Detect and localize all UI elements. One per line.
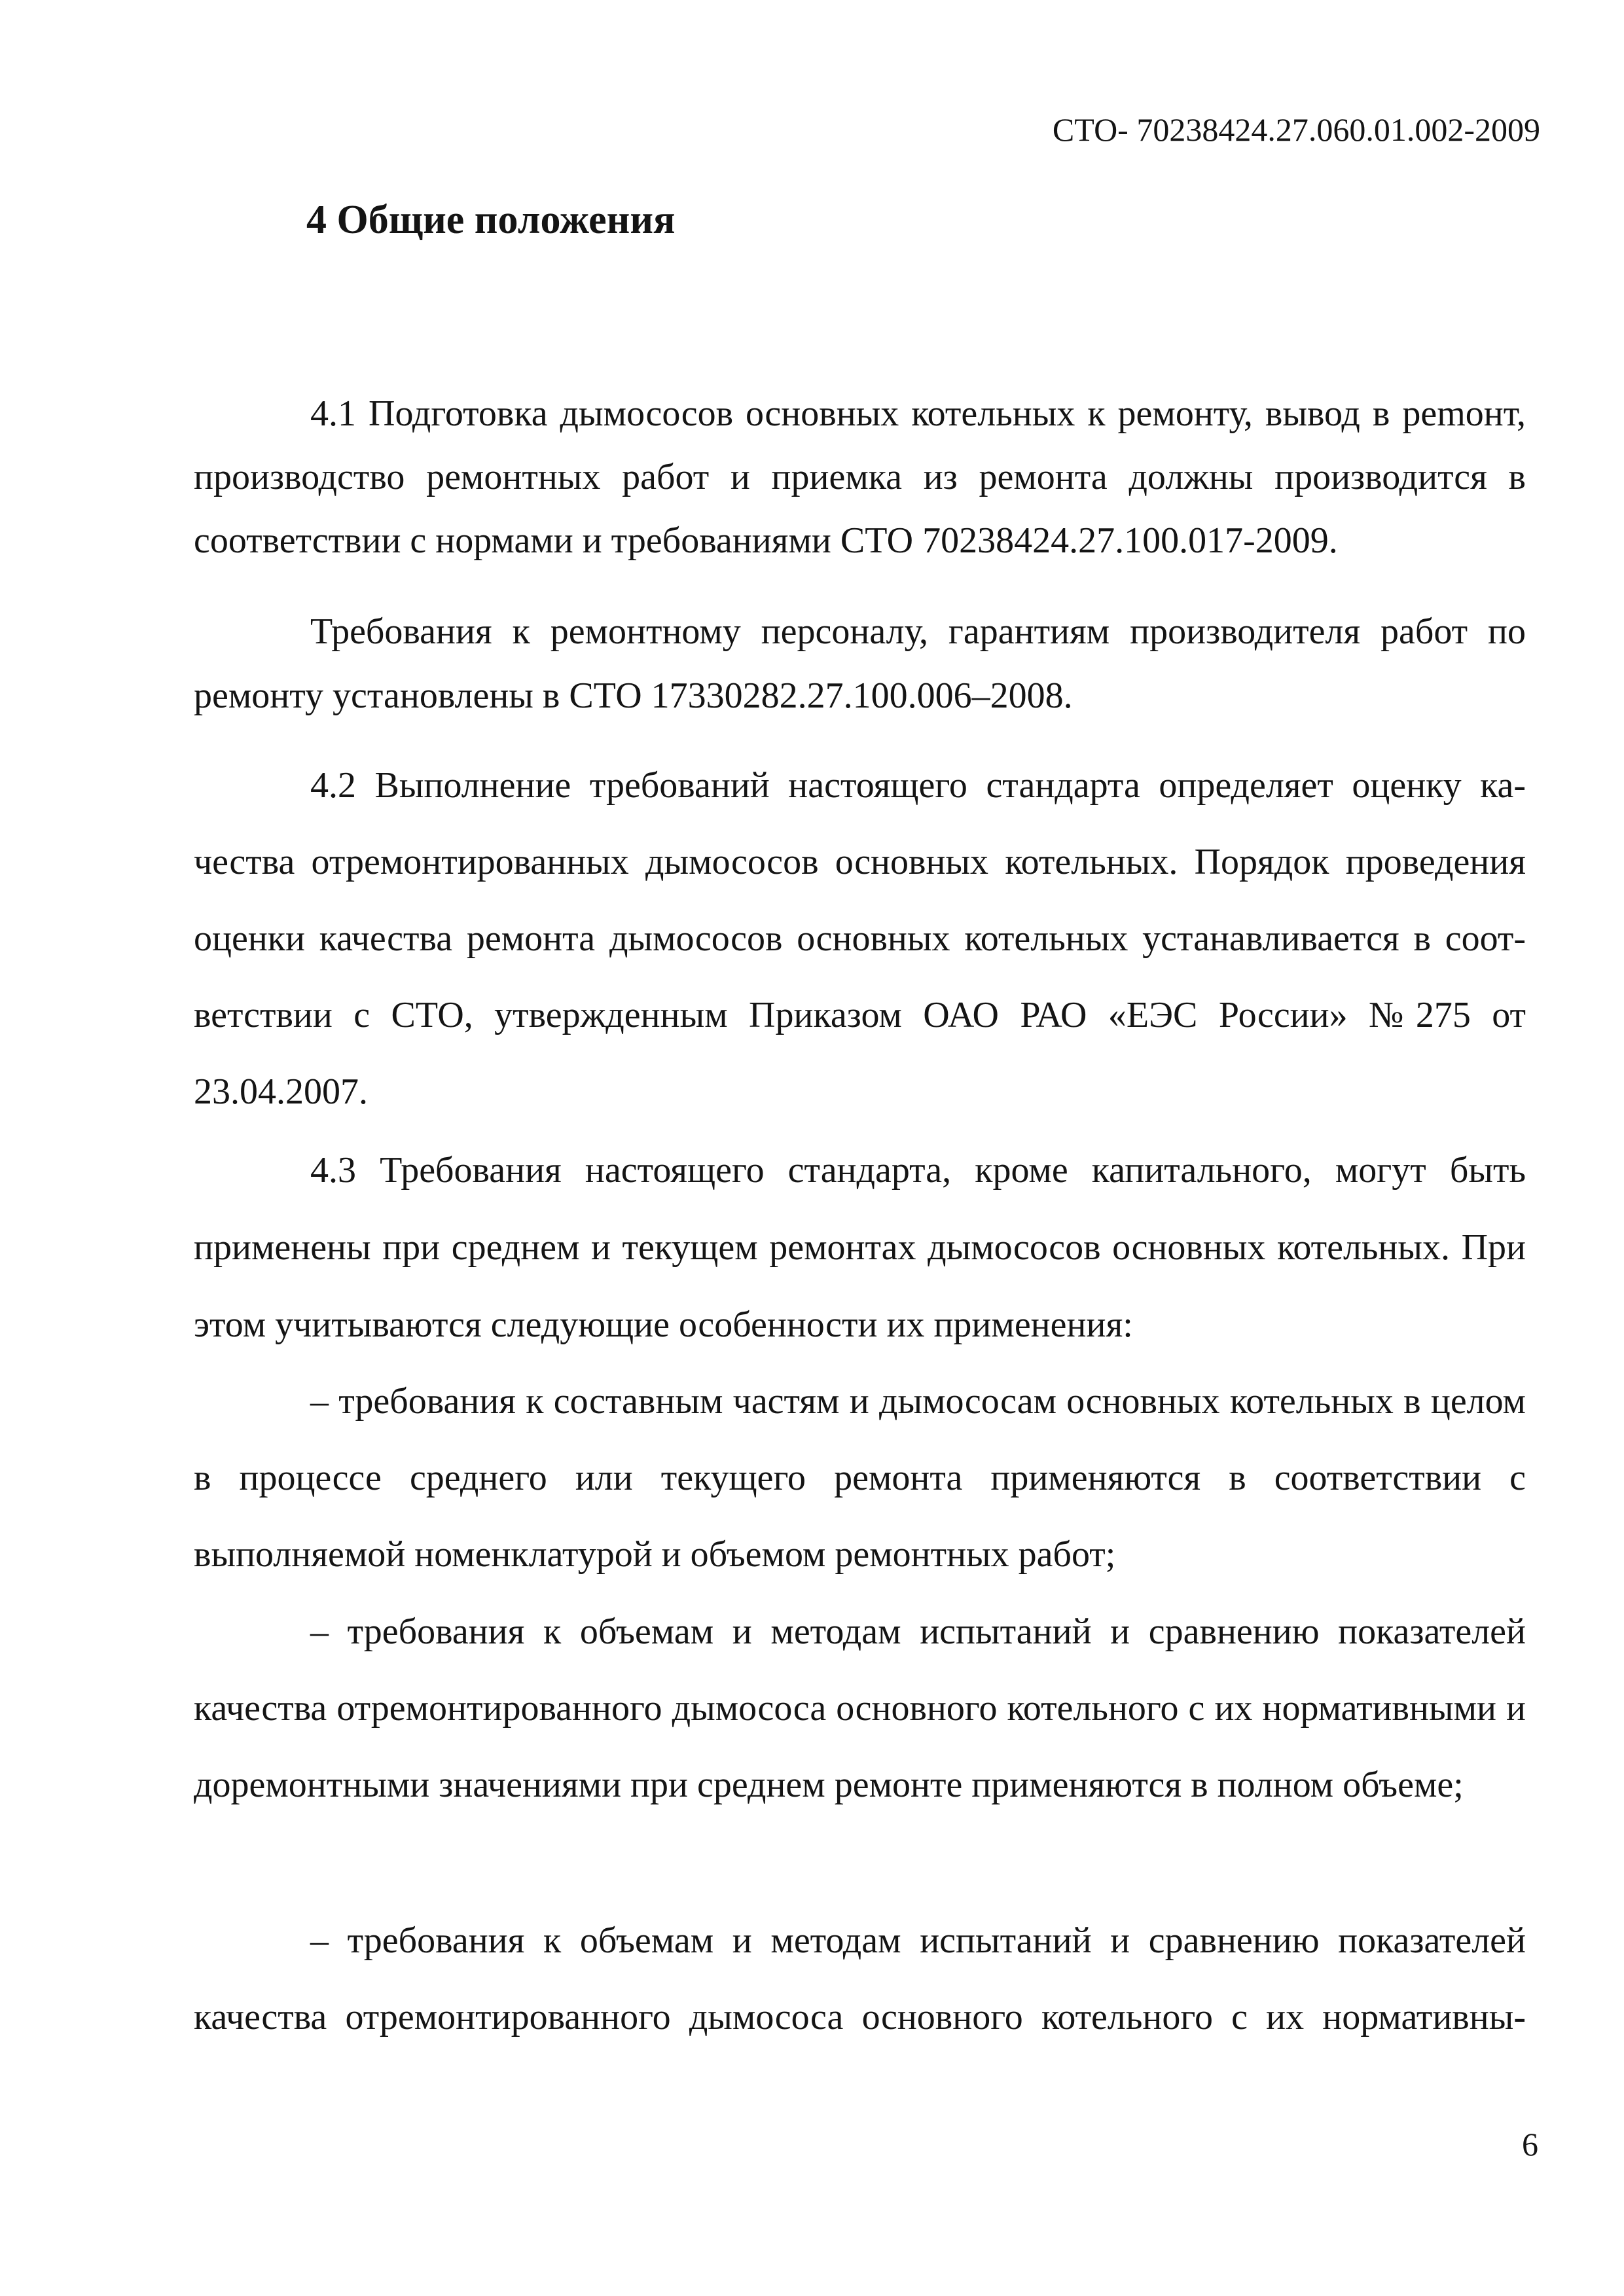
section-title: 4 Общие положения: [306, 198, 676, 242]
paragraph-personnel-requirements: Требования к ремонтному персоналу, гарантиям производителя работ по ремонту установлены в СТО 17330282.27.100.006–2008.: [194, 611, 1526, 716]
list-item-tests-continued: – требования к объемам и методам испытаний и сравнению показателей качества отремонтированного дымососа основного котельного с их нормативны-: [194, 1920, 1526, 2037]
paragraph-4-1: 4.1 Подготовка дымососов основных котельных к ремонту, вывод в реmонт, производство ремонтных работ и приемка из ремонта должны производится в соответствии с нормами и требованиями СТО 70238424.27.100.017-2009.: [194, 393, 1526, 561]
paragraph-personnel-block: [194, 600, 1526, 728]
list-item-1-block: [194, 1363, 1526, 1593]
list-item-tests-medium-repair: – требования к объемам и методам испытаний и сравнению показателей качества отремонтированного дымососа основного котельного с их нормативными и доремонтными значениями при среднем ремонте применяются в полном объеме;: [194, 1611, 1526, 1805]
paragraph-4-3: 4.3 Требования настоящего стандарта, кроме капитального, могут быть применены при среднем и текущем ремонтах дымососов основных котельных. При этом учитываются следующие особенности их применения:: [194, 1150, 1526, 1345]
list-item-2-block: [194, 1594, 1526, 1823]
list-item-components: – требования к составным частям и дымососам основных котельных в целом в процессе среднего или текущего ремонта применяются в соответствии с выполняемой номенклатурой и объемом ремонтных работ;: [194, 1381, 1526, 1575]
page-number: 6: [1522, 2126, 1538, 2162]
document-code-header: СТО- 70238424.27.060.01.002-2009: [1052, 111, 1540, 148]
list-item-3-block: [194, 1903, 1526, 2056]
paragraph-4-2: 4.2 Выполнение требований настоящего стандарта определяет оценку качества отремонтированных дымососов основных котельных. Порядок проведения оценки качества ремонта дымососов основных котельных устанавливается в соответствии с СТО, утвержденным Приказом ОАО РАО «ЕЭС России» №275 от 23.04.2007.: [194, 765, 1526, 1112]
paragraph-4-2-block: [194, 747, 1526, 1130]
paragraph-4-1-block: [194, 382, 1526, 573]
paragraph-4-3-block: [194, 1132, 1526, 1363]
